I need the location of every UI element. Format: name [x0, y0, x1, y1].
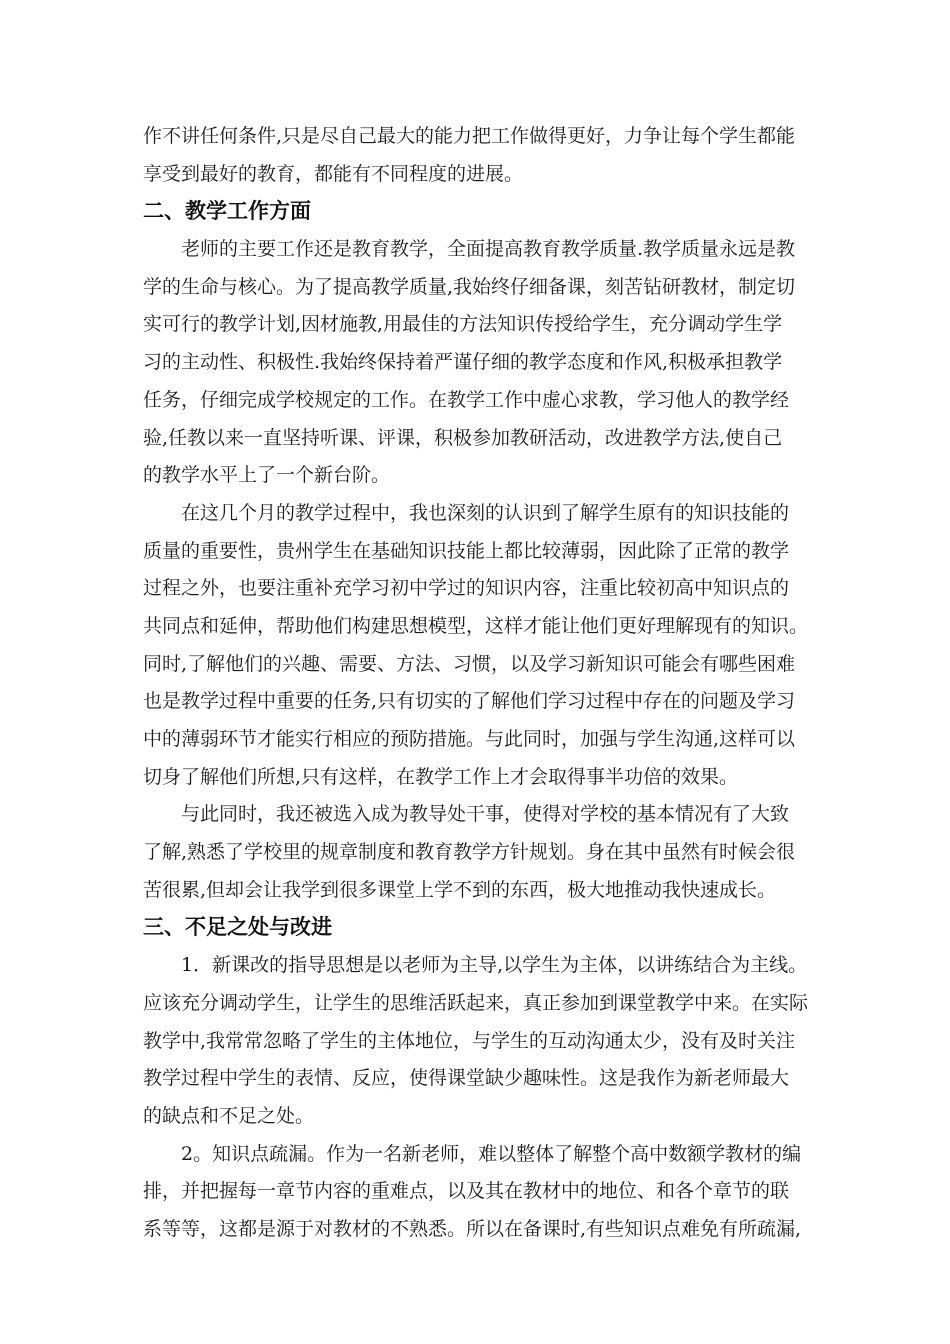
- text-line: 系等等，这都是源于对教材的不熟悉。所以在备课时,有些知识点难免有所疏漏,: [143, 1217, 802, 1240]
- text-line: 苦很累,但却会让我学到很多课堂上学不到的东西，极大地推动我快速成长。: [143, 878, 777, 901]
- text-line: 享受到最好的教育，都能有不同程度的进展。: [143, 162, 524, 185]
- intro-paragraph: [143, 118, 823, 193]
- text-line: 也是教学过程中重要的任务,只有切实的了解他们学习过程中存在的问题及学习: [143, 690, 796, 713]
- teaching-paragraph-1: [143, 231, 823, 495]
- text-line: 共同点和延伸，帮助他们构建思想模型，这样才能让他们更好理解现有的知识。: [143, 614, 809, 637]
- shortcoming-paragraph-2: [143, 1136, 823, 1249]
- shortcoming-paragraph-1: [143, 947, 823, 1135]
- document-body: [143, 118, 823, 1249]
- text-line: 排，并把握每一章节内容的重难点，以及其在教材中的地位、和各个章节的联: [143, 1180, 790, 1203]
- text-line: 教学过程中学生的表情、反应，使得课堂缺少趣味性。这是我作为新老师最大: [143, 1067, 790, 1090]
- text-line: 在这几个月的教学过程中，我也深刻的认识到了解学生原有的知识技能的: [181, 501, 790, 524]
- text-line: 应该充分调动学生，让学生的思维活跃起来，真正参加到课堂教学中来。在实际: [143, 991, 809, 1014]
- text-line: 学的生命与核心。为了提高教学质量,我始终仔细备课，刻苦钻研教材，制定切: [143, 275, 796, 298]
- text-line: 的教学水平上了一个新台阶。: [143, 464, 391, 487]
- teaching-paragraph-2: [143, 495, 823, 797]
- text-line: 作不讲任何条件,只是尽自己最大的能力把工作做得更好，力争让每个学生都能: [143, 125, 796, 147]
- text-line: 2。知识点疏漏。作为一名新老师，难以整体了解整个高中数额学教材的编: [181, 1142, 802, 1165]
- section-heading-teaching-work: 二、教学工作方面: [143, 199, 311, 224]
- text-line: 同时,了解他们的兴趣、需要、方法、习惯，以及学习新知识可能会有哪些困难: [143, 652, 796, 675]
- text-line: 验,任教以来一直坚持听课、评课，积极参加教研活动，改进教学方法,使自己: [143, 426, 783, 449]
- text-line: 实可行的教学计划,因材施教,用最佳的方法知识传授给学生，充分调动学生学: [143, 313, 783, 336]
- text-line: 过程之外，也要注重补充学习初中学过的知识内容，注重比较初高中知识点的: [143, 577, 790, 600]
- text-line: 习的主动性、积极性.我始终保持着严谨仔细的教学态度和作风,积极承担教学: [143, 351, 783, 374]
- teaching-paragraph-3: [143, 796, 823, 909]
- text-line: 老师的主要工作还是教育教学，全面提高教育教学质量.教学质量永远是教: [181, 238, 796, 261]
- text-line: 质量的重要性，贵州学生在基础知识技能上都比较薄弱，因此除了正常的教学: [143, 539, 790, 562]
- text-line: 切身了解他们所想,只有这样，在教学工作上才会取得事半功倍的效果。: [143, 765, 739, 788]
- text-line: 的缺点和不足之处。: [143, 1104, 315, 1127]
- section-heading-shortcomings: 三、不足之处与改进: [143, 915, 332, 940]
- text-line: 了解,熟悉了学校里的规章制度和教育教学方针规划。身在其中虽然有时候会很: [143, 841, 796, 864]
- text-line: 中的薄弱环节才能实行相应的预防措施。与此同时，加强与学生沟通,这样可以: [143, 728, 796, 750]
- text-line: 任务，仔细完成学校规定的工作。在教学工作中虚心求教，学习他人的教学经: [143, 388, 790, 411]
- text-line: 教学中,我常常忽略了学生的主体地位，与学生的互动沟通太少，没有及时关注: [143, 1029, 796, 1052]
- text-line: 1．新课改的指导思想是以老师为主导,以学生为主体，以讲练结合为主线。: [181, 954, 808, 977]
- text-line: 与此同时，我还被选入成为教导处干事，使得对学校的基本情况有了大致: [181, 803, 790, 826]
